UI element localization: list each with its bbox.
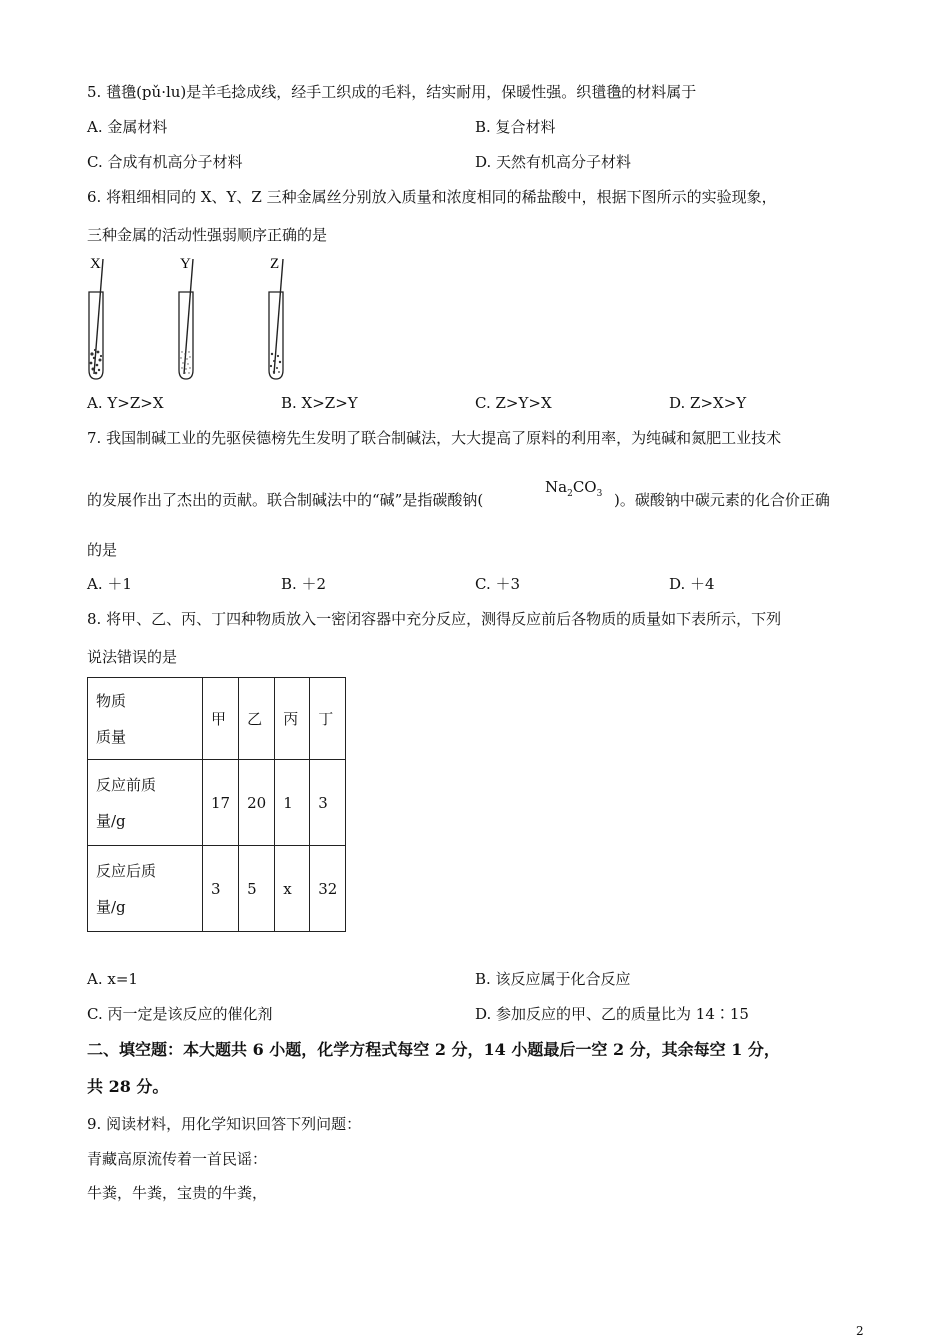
q9-line3: 牛粪，牛粪，宝贵的牛粪， bbox=[87, 1184, 268, 1202]
tube-y-label: Y bbox=[180, 256, 191, 272]
q7-stem-line1: 7. 我国制碱工业的先驱侯德榜先生发明了联合制碱法，大大提高了原料的利用率，为纯碱和氮肥工业技术 bbox=[87, 429, 782, 447]
table-cell: 3 bbox=[310, 760, 346, 846]
na2co3-formula: $Na_2CO_3$ bbox=[545, 478, 603, 499]
q5-stem: 5. 氆氇(pǔ·lu)是羊毛捻成线，经手工织成的毛料，结实耐用，保暖性强。织氆氇的材料属于 bbox=[87, 83, 697, 101]
table-col-jia: 甲 bbox=[203, 678, 239, 760]
tube-z bbox=[269, 256, 283, 379]
table-cell: 3 bbox=[203, 846, 239, 932]
table-col-bing: 丙 bbox=[275, 678, 310, 760]
q7-option-c: C. ＋3 bbox=[475, 575, 521, 593]
q6-stem-line1: 6. 将粗细相同的 X、Y、Z 三种金属丝分别放入质量和浓度相同的稀盐酸中，根据下图所示的实验现象， bbox=[87, 188, 777, 206]
table-cell: 32 bbox=[310, 846, 346, 932]
table-row-label: 反应前质 量/g bbox=[88, 760, 203, 846]
test-tubes-figure bbox=[82, 252, 312, 387]
q8-option-d: D. 参加反应的甲、乙的质量比为 14∶15 bbox=[475, 1005, 749, 1023]
q5-option-b: B. 复合材料 bbox=[475, 118, 556, 136]
table-col-ding: 丁 bbox=[310, 678, 346, 760]
tube-x-label: X bbox=[90, 256, 101, 272]
page-number: 2 bbox=[856, 1324, 864, 1338]
q8-option-b: B. 该反应属于化合反应 bbox=[475, 970, 631, 988]
table-row bbox=[88, 760, 346, 846]
table-row bbox=[88, 846, 346, 932]
table-header-row bbox=[88, 678, 346, 760]
tube-y bbox=[179, 256, 193, 379]
q9-line1: 9. 阅读材料，用化学知识回答下列问题： bbox=[87, 1115, 362, 1133]
q7-stem-line3: 的是 bbox=[87, 541, 118, 559]
mass-table bbox=[87, 677, 346, 932]
q6-option-b: B. X>Z>Y bbox=[281, 394, 358, 412]
table-cell: 5 bbox=[239, 846, 275, 932]
q7-stem-line2b: )。碳酸钠中碳元素的化合价正确 bbox=[614, 491, 830, 509]
q8-stem-line1: 8. 将甲、乙、丙、丁四种物质放入一密闭容器中充分反应，测得反应前后各物质的质量如下表所示，下列 bbox=[87, 610, 782, 628]
table-cell: 1 bbox=[275, 760, 310, 846]
table-header-label: 物质 质量 bbox=[88, 678, 203, 760]
table-cell: x bbox=[275, 846, 310, 932]
q5-option-c: C. 合成有机高分子材料 bbox=[87, 153, 243, 171]
section2-heading-line2: 共 28 分。 bbox=[87, 1077, 169, 1096]
table-col-yi: 乙 bbox=[239, 678, 275, 760]
q6-option-d: D. Z>X>Y bbox=[669, 394, 747, 412]
q8-option-c: C. 丙一定是该反应的催化剂 bbox=[87, 1005, 273, 1023]
q7-option-d: D. ＋4 bbox=[669, 575, 715, 593]
tube-x bbox=[89, 256, 103, 379]
table-row-label: 反应后质 量/g bbox=[88, 846, 203, 932]
q6-option-c: C. Z>Y>X bbox=[475, 394, 552, 412]
q7-stem-line2a: 的发展作出了杰出的贡献。联合制碱法中的“碱”是指碳酸钠( bbox=[87, 491, 484, 509]
q8-stem-line2: 说法错误的是 bbox=[87, 648, 178, 666]
q7-option-b: B. ＋2 bbox=[281, 575, 327, 593]
table-cell: 17 bbox=[203, 760, 239, 846]
q9-line2: 青藏高原流传着一首民谣： bbox=[87, 1150, 268, 1168]
q5-option-a: A. 金属材料 bbox=[87, 118, 168, 136]
q6-stem-line2: 三种金属的活动性强弱顺序正确的是 bbox=[87, 226, 328, 244]
q6-option-a: A. Y>Z>X bbox=[87, 394, 164, 412]
q7-option-a: A. ＋1 bbox=[87, 575, 132, 593]
q5-option-d: D. 天然有机高分子材料 bbox=[475, 153, 632, 171]
q8-option-a: A. x=1 bbox=[87, 970, 138, 988]
section2-heading-line1: 二、填空题：本大题共 6 小题，化学方程式每空 2 分，14 小题最后一空 2 分，其余每空 1 分， bbox=[87, 1040, 780, 1059]
table-cell: 20 bbox=[239, 760, 275, 846]
tube-z-label: Z bbox=[270, 256, 280, 272]
